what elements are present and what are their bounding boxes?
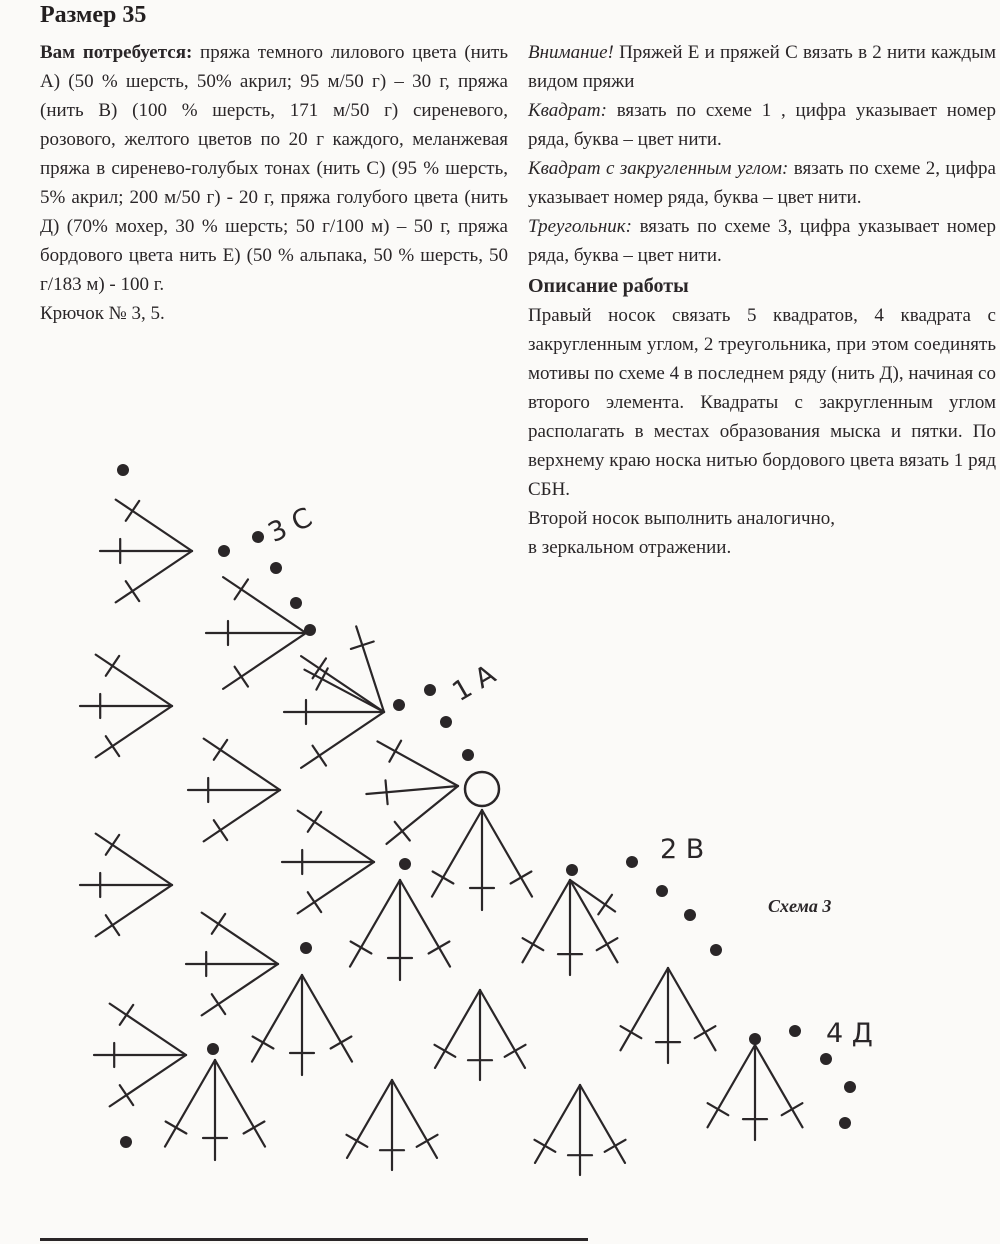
stitch-line <box>301 712 384 768</box>
stitch-line <box>298 862 374 913</box>
stitch-line <box>202 913 278 964</box>
chain-dot <box>844 1081 856 1093</box>
chain-dot <box>656 885 668 897</box>
stitch-line <box>202 964 278 1015</box>
magic-ring-circle <box>465 772 499 806</box>
triangle-label: Треугольник: <box>528 216 632 237</box>
stitch-line <box>366 786 458 794</box>
chain-dot <box>440 716 452 728</box>
stitch-crossbar <box>212 994 225 1014</box>
stitch-crossbar <box>351 942 372 954</box>
chain-dot <box>626 856 638 868</box>
square-label: Квадрат: <box>528 100 607 121</box>
stitch-line <box>400 880 450 967</box>
stitch-line <box>570 880 618 962</box>
work-description: Правый носок связать 5 квадратов, 4 квадрата с закругленным углом, 2 треугольника, при этом соединять мотивы по схеме 4 в последнем ряду (нить Д), начиная со второго элемента. Квадраты с закругленным углом располагать в местах образования мыска и пятки. По верхнему краю носка нитью бордового цвета вязать 1 ряд СБН. <box>528 305 996 500</box>
schema-caption: Схема 3 <box>768 896 832 916</box>
stitch-line <box>110 1004 186 1055</box>
stitch-line <box>96 885 172 936</box>
stitch-line <box>621 968 669 1050</box>
stitch-line <box>708 1045 756 1127</box>
stitch-crossbar <box>126 581 139 601</box>
stitch-crossbar <box>126 501 139 521</box>
stitch-line <box>204 790 280 841</box>
stitch-line <box>110 1055 186 1106</box>
stitch-line <box>392 1080 437 1158</box>
stitch-line <box>535 1085 580 1163</box>
stitch-line <box>252 975 302 1062</box>
stitch-crossbar <box>308 812 321 832</box>
work-heading: Описание работы <box>528 275 689 297</box>
second-sock-line-2: в зеркальном отражении. <box>528 537 732 558</box>
chain-dot <box>839 1117 851 1129</box>
stitch-crossbar <box>386 780 388 804</box>
hook-size: Крючок № 3, 5. <box>40 303 165 324</box>
chain-dot <box>218 545 230 557</box>
row-label-2b: 2 В <box>660 834 705 865</box>
stitch-line <box>570 880 615 912</box>
chain-dot <box>820 1053 832 1065</box>
stitch-crossbar <box>308 892 321 912</box>
page-title: Размер 35 <box>40 2 147 28</box>
stitch-crossbar <box>598 895 612 915</box>
chain-dot <box>462 749 474 761</box>
stitch-line <box>298 811 374 862</box>
stitch-crossbar <box>120 1005 133 1025</box>
stitch-line <box>350 880 400 967</box>
stitch-crossbar <box>429 942 450 954</box>
stitch-line <box>347 1080 392 1158</box>
chain-dot <box>252 531 264 543</box>
square-text: вязать по схеме 1 , цифра указывает номер ряда, буква – цвет нити. <box>528 100 996 150</box>
stitch-line <box>96 706 172 757</box>
chain-dot <box>270 562 282 574</box>
chain-dot <box>424 684 436 696</box>
stitch-crossbar <box>708 1103 729 1115</box>
row-label-1a: 1 А <box>447 659 502 708</box>
chain-dot <box>789 1025 801 1037</box>
stitch-crossbar <box>433 872 454 884</box>
stitch-crossbar <box>435 1045 456 1057</box>
stitch-crossbar <box>605 1140 626 1152</box>
stitch-crossbar <box>106 915 119 935</box>
chain-dot <box>207 1043 219 1055</box>
stitch-crossbar <box>106 656 119 676</box>
stitch-line <box>165 1060 215 1147</box>
stitch-line <box>116 551 192 602</box>
stitch-line <box>302 975 352 1062</box>
stitch-crossbar <box>214 740 227 760</box>
chain-dot <box>566 864 578 876</box>
stitch-crossbar <box>523 938 544 950</box>
stitch-crossbar <box>417 1135 438 1147</box>
second-sock-line-1: Второй носок выполнить аналогично, <box>528 508 836 529</box>
stitch-crossbar <box>253 1037 274 1049</box>
chain-dot <box>684 909 696 921</box>
attention-text: Пряжей Е и пряжей С вязать в 2 нити каждым видом пряжи <box>528 42 996 92</box>
stitch-crossbar <box>511 872 532 884</box>
stitch-crossbar <box>347 1135 368 1147</box>
chain-dot <box>749 1033 761 1045</box>
rounded-square-text: вязать по схеме 2, цифра указывает номер ряда, буква – цвет нити. <box>528 158 996 208</box>
materials-lead: Вам потребуется: <box>40 42 193 63</box>
chain-dot <box>300 942 312 954</box>
stitch-line <box>435 990 480 1068</box>
stitch-line <box>96 655 172 706</box>
stitch-crossbar <box>214 820 227 840</box>
stitch-crossbar <box>235 667 248 687</box>
stitch-line <box>432 810 482 897</box>
stitch-line <box>301 656 384 712</box>
stitch-crossbar <box>313 746 326 766</box>
stitch-line <box>668 968 716 1050</box>
stitch-crossbar <box>166 1122 187 1134</box>
attention-label: Внимание! <box>528 42 614 63</box>
stitch-crossbar <box>597 938 618 950</box>
materials-text: пряжа темного лилового цвета (нить А) (50 % шерсть, 50% акрил; 95 м/50 г) – 30 г, пряжа (нить В) (100 % шерсть, 171 м/50 г) сиреневого, розового, желтого цветов по 20 г каждого, меланжевая пряжа в сиренево-голубых тонах (нить С) (95 % шерсть, 5% акрил; 200 м/50 г) - 20 г, пряжа голубого цвета (нить Д) (70% мохер, 30 % шерсть; 50 г/100 м) – 50 г, пряжа бордового цвета нить Е) (50 % альпака, 50 % шерсть, 50 г/183 м) - 100 г. <box>40 42 508 295</box>
stitch-line <box>215 1060 265 1147</box>
stitch-line <box>755 1045 803 1127</box>
chain-dot <box>710 944 722 956</box>
rounded-square-label: Квадрат с закругленным углом: <box>528 158 789 179</box>
stitch-crossbar <box>621 1026 642 1038</box>
stitch-line <box>580 1085 625 1163</box>
row-label-4d: 4 Д <box>826 1018 873 1049</box>
stitch-crossbar <box>235 579 248 599</box>
stitch-line <box>204 739 280 790</box>
chain-dot <box>117 464 129 476</box>
triangle-text: вязать по схеме 3, цифра указывает номер ряда, буква – цвет нити. <box>528 216 996 266</box>
chain-dot <box>290 597 302 609</box>
stitch-line <box>116 500 192 551</box>
stitch-crossbar <box>535 1140 556 1152</box>
stitch-crossbar <box>106 736 119 756</box>
row-label-3c: 3 С <box>263 502 318 549</box>
stitch-crossbar <box>244 1122 265 1134</box>
chain-dot <box>399 858 411 870</box>
stitch-crossbar <box>331 1037 352 1049</box>
stitch-crossbar <box>505 1045 526 1057</box>
stitch-line <box>223 633 306 689</box>
stitch-line <box>387 786 459 844</box>
stitch-crossbar <box>695 1026 716 1038</box>
stitch-crossbar <box>395 822 410 841</box>
stitch-crossbar <box>782 1103 803 1115</box>
chain-dot <box>393 699 405 711</box>
stitch-line <box>378 741 459 786</box>
stitch-crossbar <box>389 741 401 762</box>
stitch-line <box>96 834 172 885</box>
stitch-line <box>480 990 525 1068</box>
stitch-crossbar <box>212 914 225 934</box>
stitch-line <box>482 810 532 897</box>
stitch-crossbar <box>106 835 119 855</box>
stitch-crossbar <box>120 1085 133 1105</box>
chain-dot <box>120 1136 132 1148</box>
bottom-rule <box>40 1238 588 1241</box>
